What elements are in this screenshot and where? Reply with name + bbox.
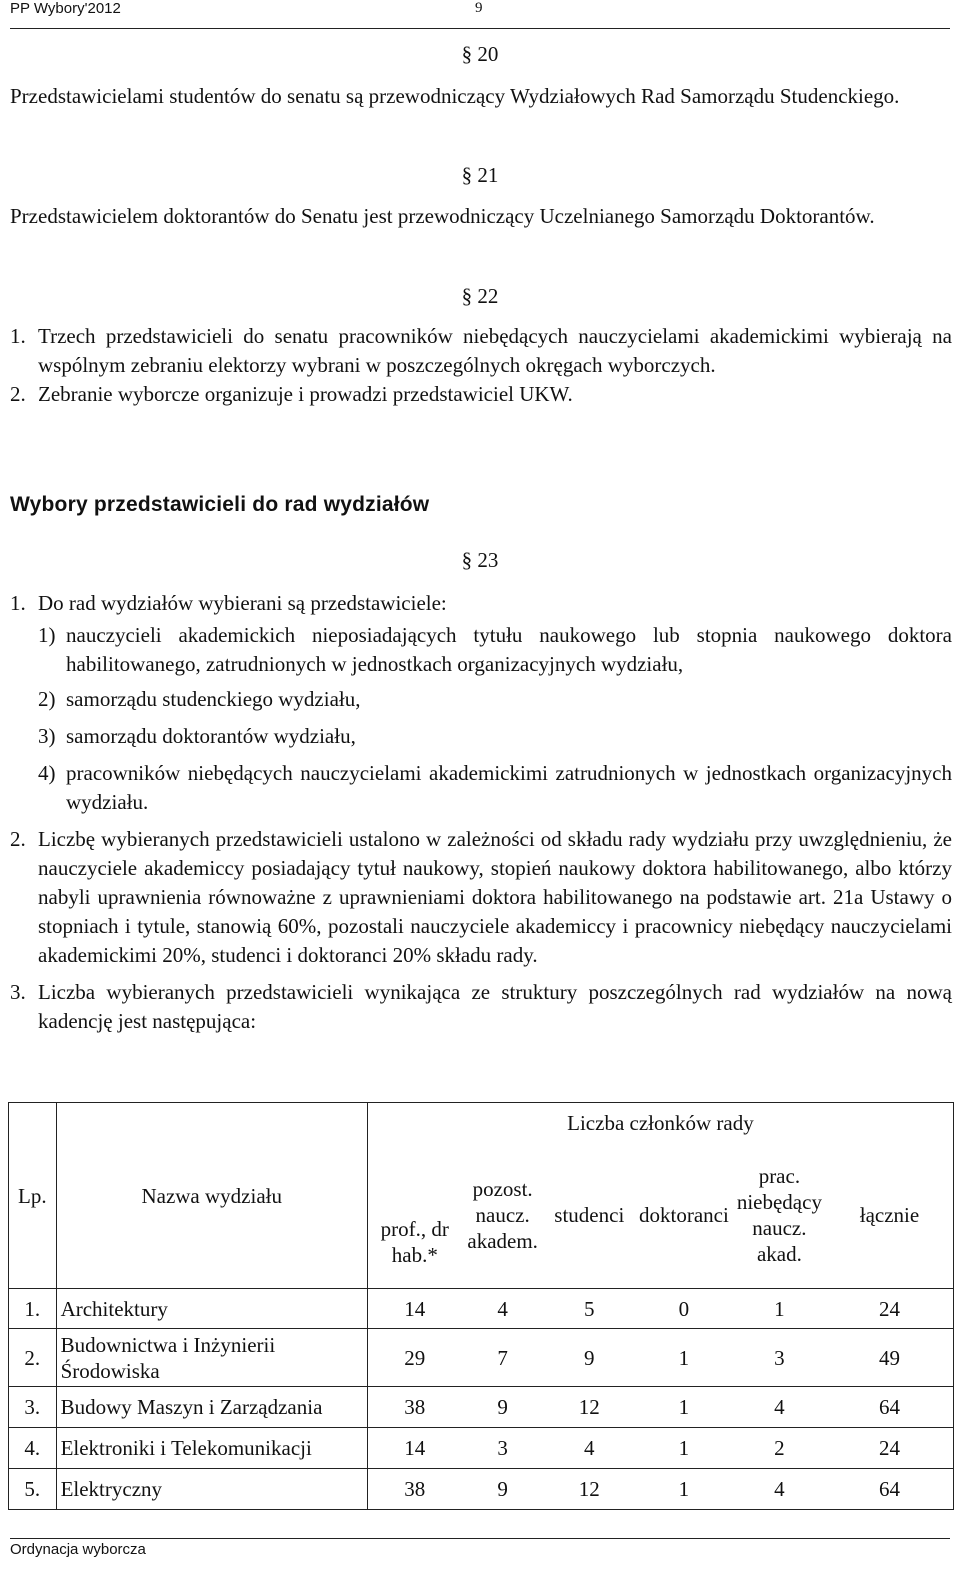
cell-prof: 14 [367,1289,461,1329]
list-item [10,589,952,618]
cell-prac: 4 [733,1387,826,1428]
cell-lp: 5. [9,1469,57,1510]
list-item [10,380,952,409]
cell-pozost: 9 [462,1387,544,1428]
section-20-text: Przedstawicielami studentów do senatu są przewodniczący Wydziałowych Rad Samorządu Studenckiego. [10,84,900,108]
page-footer [10,1538,950,1558]
cell-lp: 2. [9,1329,57,1387]
sub-item-text: nauczycieli akademickich nieposiadających tytułu naukowego lub stopnia naukowego doktora habilitowanego, zatrudnionych w jednostkach organizacyjnych wydziału, [66,623,952,676]
section-22-heading: § 22 [461,284,499,308]
header-prac: prac. niebędący naucz. akad. [733,1143,826,1289]
faculty-council-table [8,1102,954,1510]
cell-lp: 3. [9,1387,57,1428]
header-group: Liczba członków rady [367,1103,953,1143]
footer-text: Ordynacja wyborcza [10,1541,146,1558]
section-22-list [10,322,952,409]
cell-studenci: 12 [544,1387,635,1428]
cell-name: Elektryczny [56,1469,367,1510]
item-number: 1. [10,591,26,615]
cell-lacznie: 24 [826,1289,954,1329]
table-row [9,1329,954,1387]
section-23-heading: § 23 [461,548,499,572]
item-text: Liczba wybieranych przedstawicieli wynikająca ze struktury poszczególnych rad wydziałów na nową kadencję jest następująca: [38,980,952,1033]
cell-lacznie: 49 [826,1329,954,1387]
section-21-text: Przedstawicielem doktorantów do Senatu jest przewodniczący Uczelnianego Samorządu Doktorantów. [10,204,875,228]
page-header [10,0,950,29]
header-prof: prof., dr hab.* [367,1143,461,1289]
cell-doktoranci: 1 [635,1329,733,1387]
item-number: 3. [10,980,26,1004]
list-item [10,978,952,1036]
cell-prac: 2 [733,1428,826,1469]
sub-item-text: samorządu studenckiego wydziału, [66,687,361,711]
sub-item-number: 2) [38,687,56,711]
sub-list-item [38,621,952,679]
cell-lacznie: 64 [826,1387,954,1428]
list-item [10,825,952,970]
page-number: 9 [475,0,483,16]
cell-pozost: 7 [462,1329,544,1387]
list-item [10,322,952,380]
table-row [9,1387,954,1428]
table-row [9,1289,954,1329]
header-title: PP Wybory'2012 [10,0,121,17]
cell-studenci: 5 [544,1289,635,1329]
header-doktoranci: doktoranci [635,1143,733,1289]
cell-doktoranci: 1 [635,1428,733,1469]
table-row [9,1428,954,1469]
header-studenci: studenci [544,1143,635,1289]
cell-studenci: 9 [544,1329,635,1387]
section-23-list [10,589,952,1036]
cell-lp: 1. [9,1289,57,1329]
item-number: 1. [10,324,26,348]
header-pozost: pozost. naucz. akadem. [462,1143,544,1289]
cell-doktoranci: 1 [635,1469,733,1510]
item-text: Do rad wydziałów wybierani są przedstawiciele: [38,591,447,615]
table-row [9,1469,954,1510]
cell-name: Architektury [56,1289,367,1329]
sub-list-item [38,759,952,817]
sub-item-text: samorządu doktorantów wydziału, [66,724,356,748]
sub-list-item [38,722,952,751]
section-21-heading: § 21 [461,163,499,187]
cell-lp: 4. [9,1428,57,1469]
cell-lacznie: 64 [826,1469,954,1510]
sub-item-number: 1) [38,623,56,647]
sub-item-number: 4) [38,761,56,785]
header-lacznie: łącznie [826,1143,954,1289]
subsection-title: Wybory przedstawicieli do rad wydziałów [10,493,430,516]
cell-prac: 4 [733,1469,826,1510]
item-text: Liczbę wybieranych przedstawicieli ustalono w zależności od składu rady wydziału przy uwzględnieniu, że nauczyciele akademiccy posiadający tytuł naukowy, stopień naukowy doktora habilitowanego, albo którzy nabyli uprawnienia równoważne z uprawnieniami doktora habilitowanego na podstawie art. 21a Ustawy o stopniach i tytule, stanowią 60%, pozostali nauczyciele akademiccy i pracownicy niebędący nauczycielami akademickimi 20%, studenci i doktoranci 20% składu rady. [38,827,952,967]
cell-studenci: 4 [544,1428,635,1469]
item-text: Trzech przedstawicieli do senatu pracowników niebędących nauczycielami akademickimi wybierają na wspólnym zebraniu elektorzy wybrani w poszczególnych okręgach wyborczych. [38,324,952,377]
cell-prof: 14 [367,1428,461,1469]
section-20-heading: § 20 [461,42,499,66]
cell-studenci: 12 [544,1469,635,1510]
cell-prof: 29 [367,1329,461,1387]
item-text: Zebranie wyborcze organizuje i prowadzi przedstawiciel UKW. [38,382,573,406]
cell-prac: 3 [733,1329,826,1387]
cell-name: Budownictwa i Inżynierii Środowiska [56,1329,367,1387]
item-number: 2. [10,382,26,406]
sub-list-item [38,685,952,714]
cell-pozost: 4 [462,1289,544,1329]
cell-prof: 38 [367,1469,461,1510]
header-lp: Lp. [9,1103,57,1289]
sub-item-number: 3) [38,724,56,748]
cell-lacznie: 24 [826,1428,954,1469]
cell-prof: 38 [367,1387,461,1428]
cell-name: Budowy Maszyn i Zarządzania [56,1387,367,1428]
cell-name: Elektroniki i Telekomunikacji [56,1428,367,1469]
sub-item-text: pracowników niebędących nauczycielami akademickimi zatrudnionych w jednostkach organizacyjnych wydziału. [66,761,952,814]
header-name: Nazwa wydziału [56,1103,367,1289]
cell-doktoranci: 0 [635,1289,733,1329]
cell-pozost: 3 [462,1428,544,1469]
cell-doktoranci: 1 [635,1387,733,1428]
cell-pozost: 9 [462,1469,544,1510]
cell-prac: 1 [733,1289,826,1329]
item-number: 2. [10,827,26,851]
